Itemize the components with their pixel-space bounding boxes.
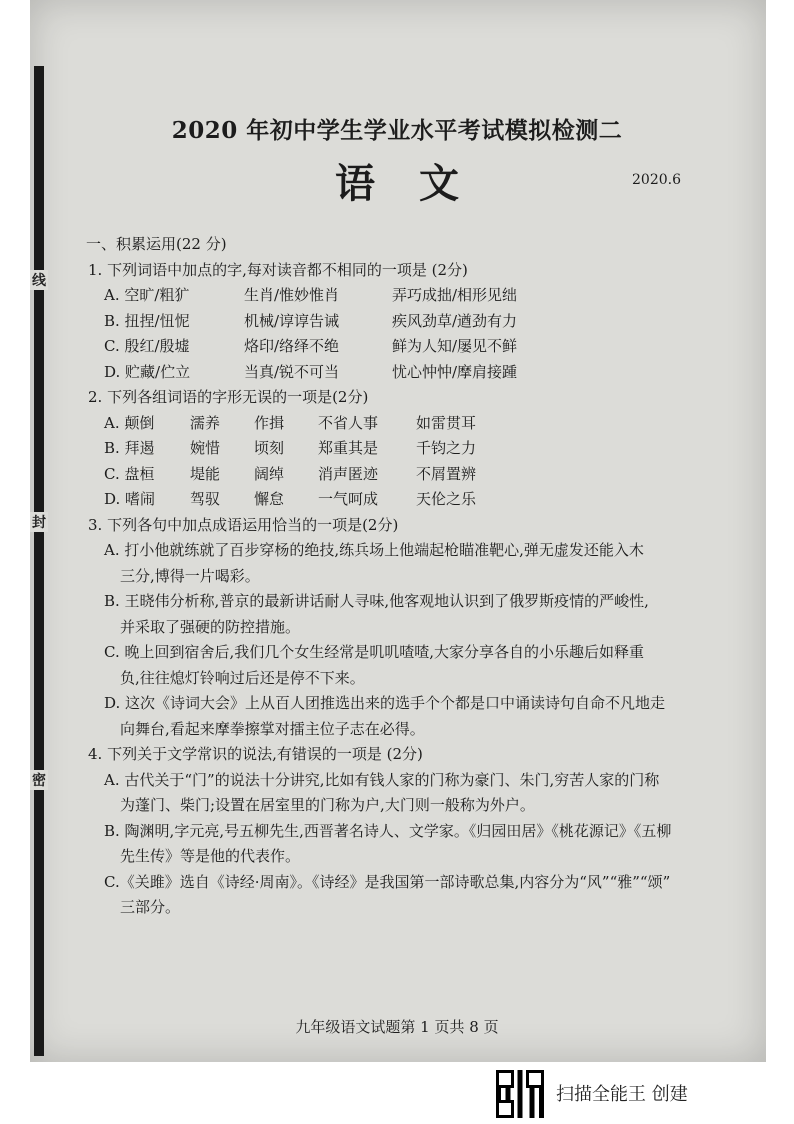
option-cell: 如雷贯耳 [416, 413, 477, 432]
option-line: 向舞台,看起来摩拳擦掌对擂主位子志在必得。 [120, 719, 425, 738]
binding-label-xian: 线 [30, 270, 48, 290]
option-cell: 机械/谆谆告诫 [244, 311, 340, 330]
question-2-option-d [88, 487, 728, 513]
option-cell: 烙印/络绎不绝 [244, 337, 340, 355]
option-cell: 一气呵成 [318, 490, 379, 508]
exam-date: 2020.6 [632, 172, 681, 188]
option-cell: 堤能 [190, 464, 221, 483]
binding-line [34, 66, 44, 1056]
question-1-option-c [88, 334, 728, 360]
question-1-stem: 1. 下列词语中加点的字,每对读音都不相同的一项是 (2分) [88, 260, 468, 279]
option-cell: 天伦之乐 [416, 490, 477, 508]
question-3 [88, 513, 728, 743]
option-cell: 作揖 [254, 413, 285, 432]
option-line: 负,往往熄灯铃响过后还是停不下来。 [120, 668, 365, 687]
question-1-option-b [88, 309, 728, 335]
option-cell: 千钧之力 [416, 439, 477, 457]
section-heading: 一、积累运用(22 分) [86, 235, 227, 253]
question-4-option-a [88, 768, 728, 819]
option-cell: B. 扭捏/忸怩 [104, 311, 190, 330]
option-cell: 鲜为人知/屡见不鲜 [392, 337, 518, 355]
question-3-option-d [88, 691, 728, 742]
question-2-stem: 2. 下列各组词语的字形无误的一项是(2分) [88, 388, 369, 406]
option-line: 三分,博得一片喝彩。 [120, 566, 260, 585]
option-line: C.《关雎》选自《诗经·周南》。《诗经》是我国第一部诗歌总集,内容分为“风”“雅”“颂” [104, 872, 671, 891]
option-cell: 驾驭 [190, 490, 221, 508]
exam-title: 2020 年初中学生学业水平考试模拟检测二 [171, 117, 623, 144]
question-3-stem: 3. 下列各句中加点成语运用恰当的一项是(2分) [88, 515, 399, 534]
option-line: 并采取了强硬的防控措施。 [120, 617, 301, 636]
option-cell: A. 空旷/粗犷 [104, 286, 190, 304]
question-2-option-c [88, 462, 728, 488]
option-cell: 消声匿迹 [318, 464, 379, 483]
option-cell: A. 颠倒 [104, 413, 155, 432]
option-cell: C. 殷红/殷墟 [104, 337, 190, 355]
question-2 [88, 385, 728, 513]
binding-label-mi: 密 [30, 770, 48, 790]
question-4-option-b [88, 819, 728, 870]
option-cell: C. 盘桓 [104, 464, 155, 483]
option-line: 先生传》等是他的代表作。 [120, 847, 301, 865]
option-line: C. 晚上回到宿舍后,我们几个女生经常是叽叽喳喳,大家分享各自的小乐趣后如释重 [104, 643, 645, 661]
option-cell: 不省人事 [318, 413, 379, 432]
option-line: A. 古代关于“门”的说法十分讲究,比如有钱人家的门称为豪门、朱门,穷苦人家的门称 [104, 770, 660, 789]
option-line: D. 这次《诗词大会》上从百人团推选出来的选手个个都是口中诵读诗句自命不凡地走 [104, 694, 666, 712]
option-cell: D. 贮藏/伫立 [104, 362, 191, 381]
question-4-option-c [88, 870, 728, 921]
option-cell: 当真/锐不可当 [244, 362, 340, 381]
option-cell: 懈怠 [254, 490, 285, 508]
option-cell: D. 嗜闹 [104, 490, 156, 508]
question-3-option-a [88, 538, 728, 589]
question-1-option-a [88, 283, 728, 309]
option-cell: 忧心忡忡/摩肩接踵 [392, 362, 518, 381]
option-line: A. 打小他就练就了百步穿杨的绝技,练兵场上他端起枪瞄准靶心,弹无虚发还能入木 [104, 541, 644, 559]
option-line: B. 陶渊明,字元亮,号五柳先生,西晋著名诗人、文学家。《归园田居》《桃花源记》《五柳 [104, 821, 672, 840]
page-footer: 九年级语文试题第 1 页共 8 页 [295, 1018, 499, 1036]
option-cell: 不屑置辨 [416, 464, 477, 483]
option-cell: 阔绰 [254, 464, 285, 483]
binding-label-feng: 封 [30, 512, 48, 532]
option-line: 三部分。 [120, 898, 181, 916]
scanner-watermark: 扫描全能王 创建 [556, 1084, 688, 1105]
option-cell: 婉惜 [190, 439, 221, 457]
qr-code-icon [496, 1070, 544, 1118]
option-cell: 郑重其是 [318, 439, 379, 457]
option-cell: 顷刻 [254, 439, 285, 457]
option-cell: 生肖/惟妙惟肖 [244, 286, 340, 304]
exam-content [88, 232, 728, 921]
question-4-stem: 4. 下列关于文学常识的说法,有错误的一项是 (2分) [88, 745, 423, 763]
question-1 [88, 258, 728, 386]
option-cell: 弄巧成拙/相形见绌 [392, 286, 518, 304]
option-cell: 濡养 [190, 413, 221, 432]
question-2-option-b [88, 436, 728, 462]
option-line: B. 王晓伟分析称,普京的最新讲话耐人寻味,他客观地认识到了俄罗斯疫情的严峻性, [104, 592, 649, 610]
option-line: 为蓬门、柴门;设置在居室里的门称为户,大门则一般称为外户。 [120, 796, 535, 814]
question-3-option-c [88, 640, 728, 691]
option-cell: B. 拜遏 [104, 439, 155, 457]
question-1-option-d [88, 360, 728, 386]
question-2-option-a [88, 411, 728, 437]
exam-subject: 语文 [335, 160, 503, 207]
option-cell: 疾风劲草/遒劲有力 [392, 311, 518, 330]
question-4 [88, 742, 728, 921]
question-3-option-b [88, 589, 728, 640]
